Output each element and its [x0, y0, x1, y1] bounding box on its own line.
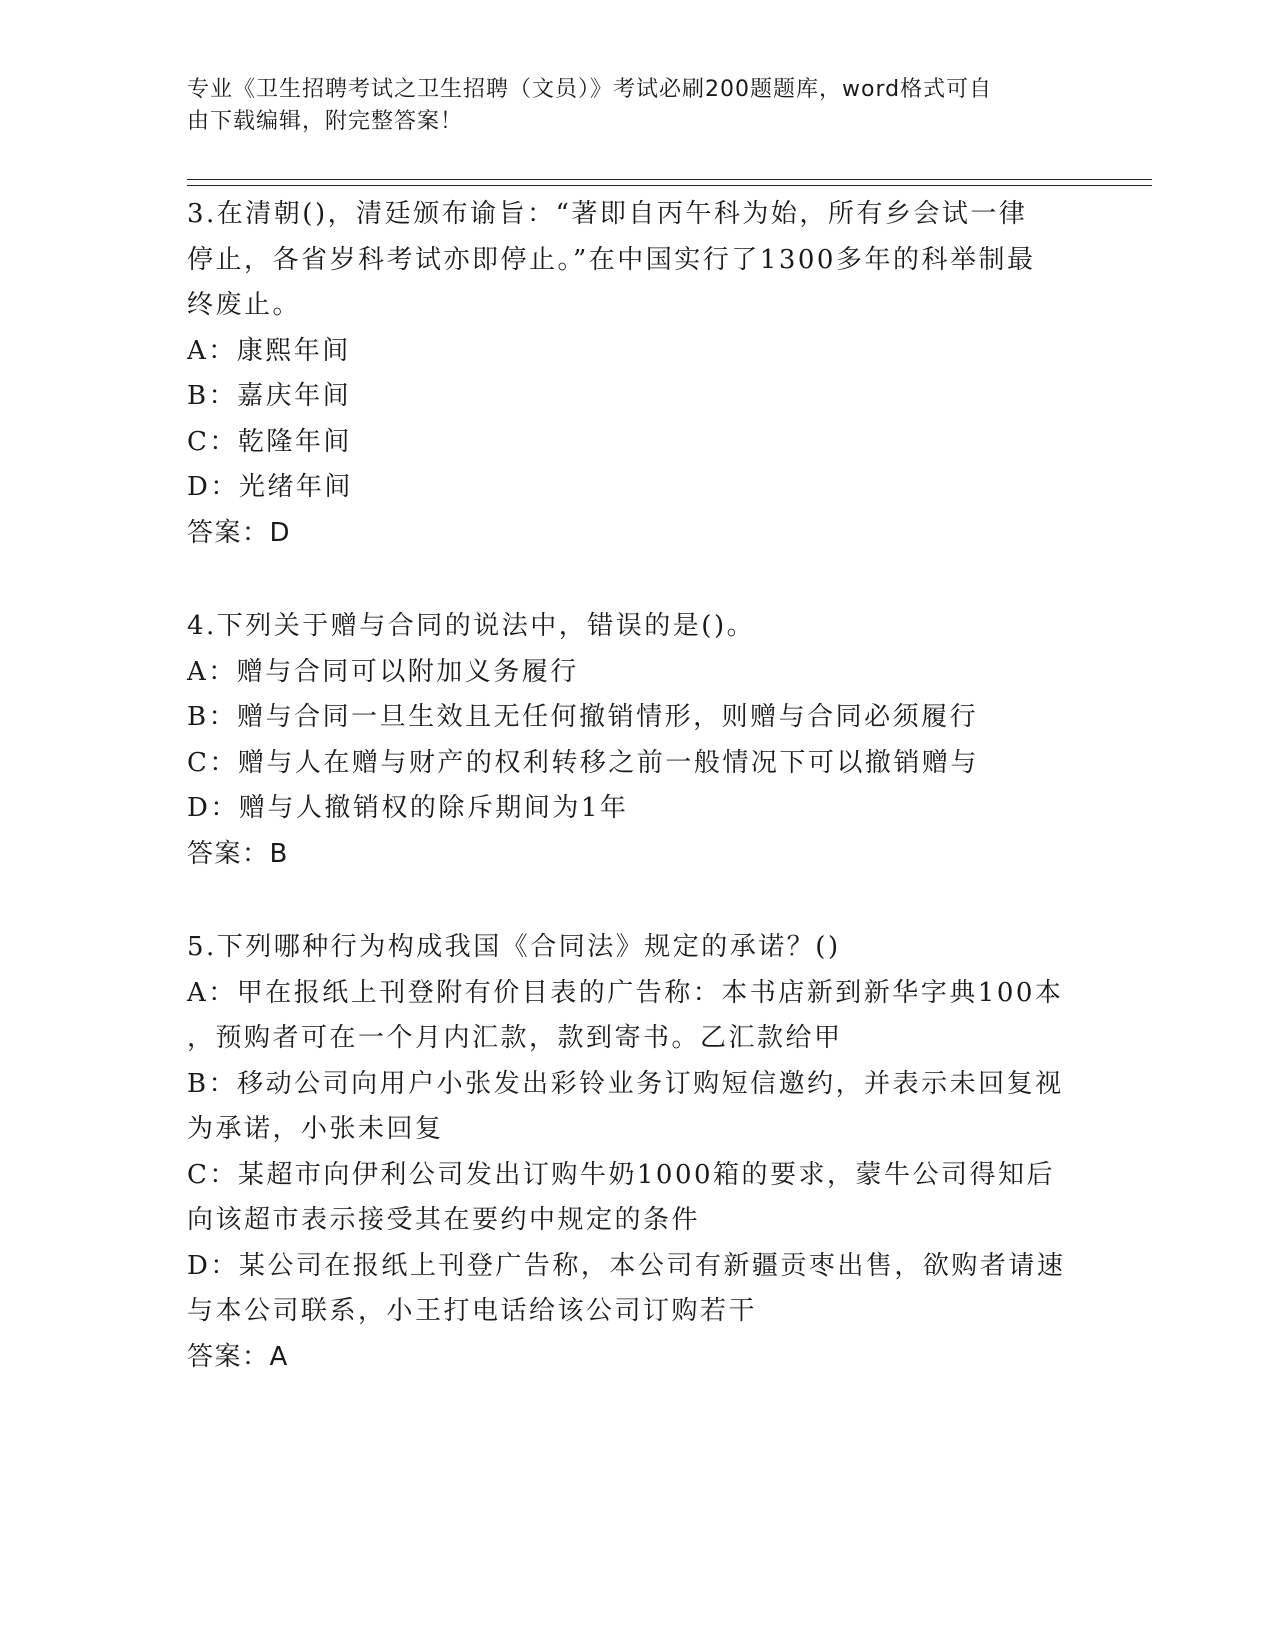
option-c-continued: 向该超市表示接受其在要约中规定的条件: [187, 1205, 701, 1235]
option-c: C：乾隆年间: [187, 426, 352, 457]
option-d: D：某公司在报纸上刊登广告称，本公司有新疆贡枣出售，欲购者请速: [187, 1250, 1066, 1281]
option-d: D：赠与人撤销权的除斥期间为1年: [187, 793, 629, 823]
question-3: [187, 192, 1087, 556]
header-divider-bottom: [187, 185, 1152, 186]
question-stem-line: 停止，各省岁科考试亦即停止。”在中国实行了1300多年的科举制最: [187, 244, 1036, 275]
option-d: D：光绪年间: [187, 472, 353, 502]
option-c: C：赠与人在赠与财产的权利转移之前一般情况下可以撤销赠与: [187, 747, 979, 778]
option-a-continued: ，预购者可在一个月内汇款，款到寄书。乙汇款给甲: [187, 1023, 843, 1053]
header-title-line-2: 由下载编辑，附完整答案！: [187, 109, 464, 134]
question-stem-line: 4.下列关于赠与合同的说法中，错误的是()。: [187, 611, 756, 641]
document-header: [187, 74, 1067, 138]
question-5: [187, 925, 1087, 1380]
option-c: C：某超市向伊利公司发出订购牛奶1000箱的要求，蒙牛公司得知后: [187, 1159, 1056, 1190]
question-stem-line: 终废止。: [187, 290, 302, 320]
question-stem-line: 3.在清朝()，清廷颁布谕旨：“著即自丙午科为始，所有乡会试一律: [187, 199, 1028, 229]
option-a: A：康熙年间: [187, 335, 351, 366]
header-divider-top: [187, 179, 1152, 180]
question-list: [187, 192, 1087, 1380]
answer-label: 答案：B: [187, 838, 289, 869]
option-b: B：赠与合同一旦生效且无任何撤销情形，则赠与合同必须履行: [187, 702, 979, 732]
question-stem-line: 5.下列哪种行为构成我国《合同法》规定的承诺？(): [187, 932, 841, 962]
option-d-continued: 与本公司联系，小王打电话给该公司订购若干: [187, 1296, 758, 1326]
option-b: B：嘉庆年间: [187, 381, 352, 411]
option-b: B：移动公司向用户小张发出彩铃业务订购短信邀约，并表示未回复视: [187, 1068, 1064, 1099]
option-a: A：甲在报纸上刊登附有价目表的广告称：本书店新到新华字典100本: [187, 977, 1064, 1008]
option-a: A：赠与合同可以附加义务履行: [187, 656, 579, 687]
option-b-continued: 为承诺，小张未回复: [187, 1114, 444, 1144]
header-title-line-1: 专业《卫生招聘考试之卫生招聘（文员）》考试必刷200题题库，word格式可自: [187, 77, 993, 102]
answer-label: 答案：D: [187, 517, 292, 548]
question-4: [187, 604, 1087, 877]
answer-label: 答案：A: [187, 1341, 289, 1372]
